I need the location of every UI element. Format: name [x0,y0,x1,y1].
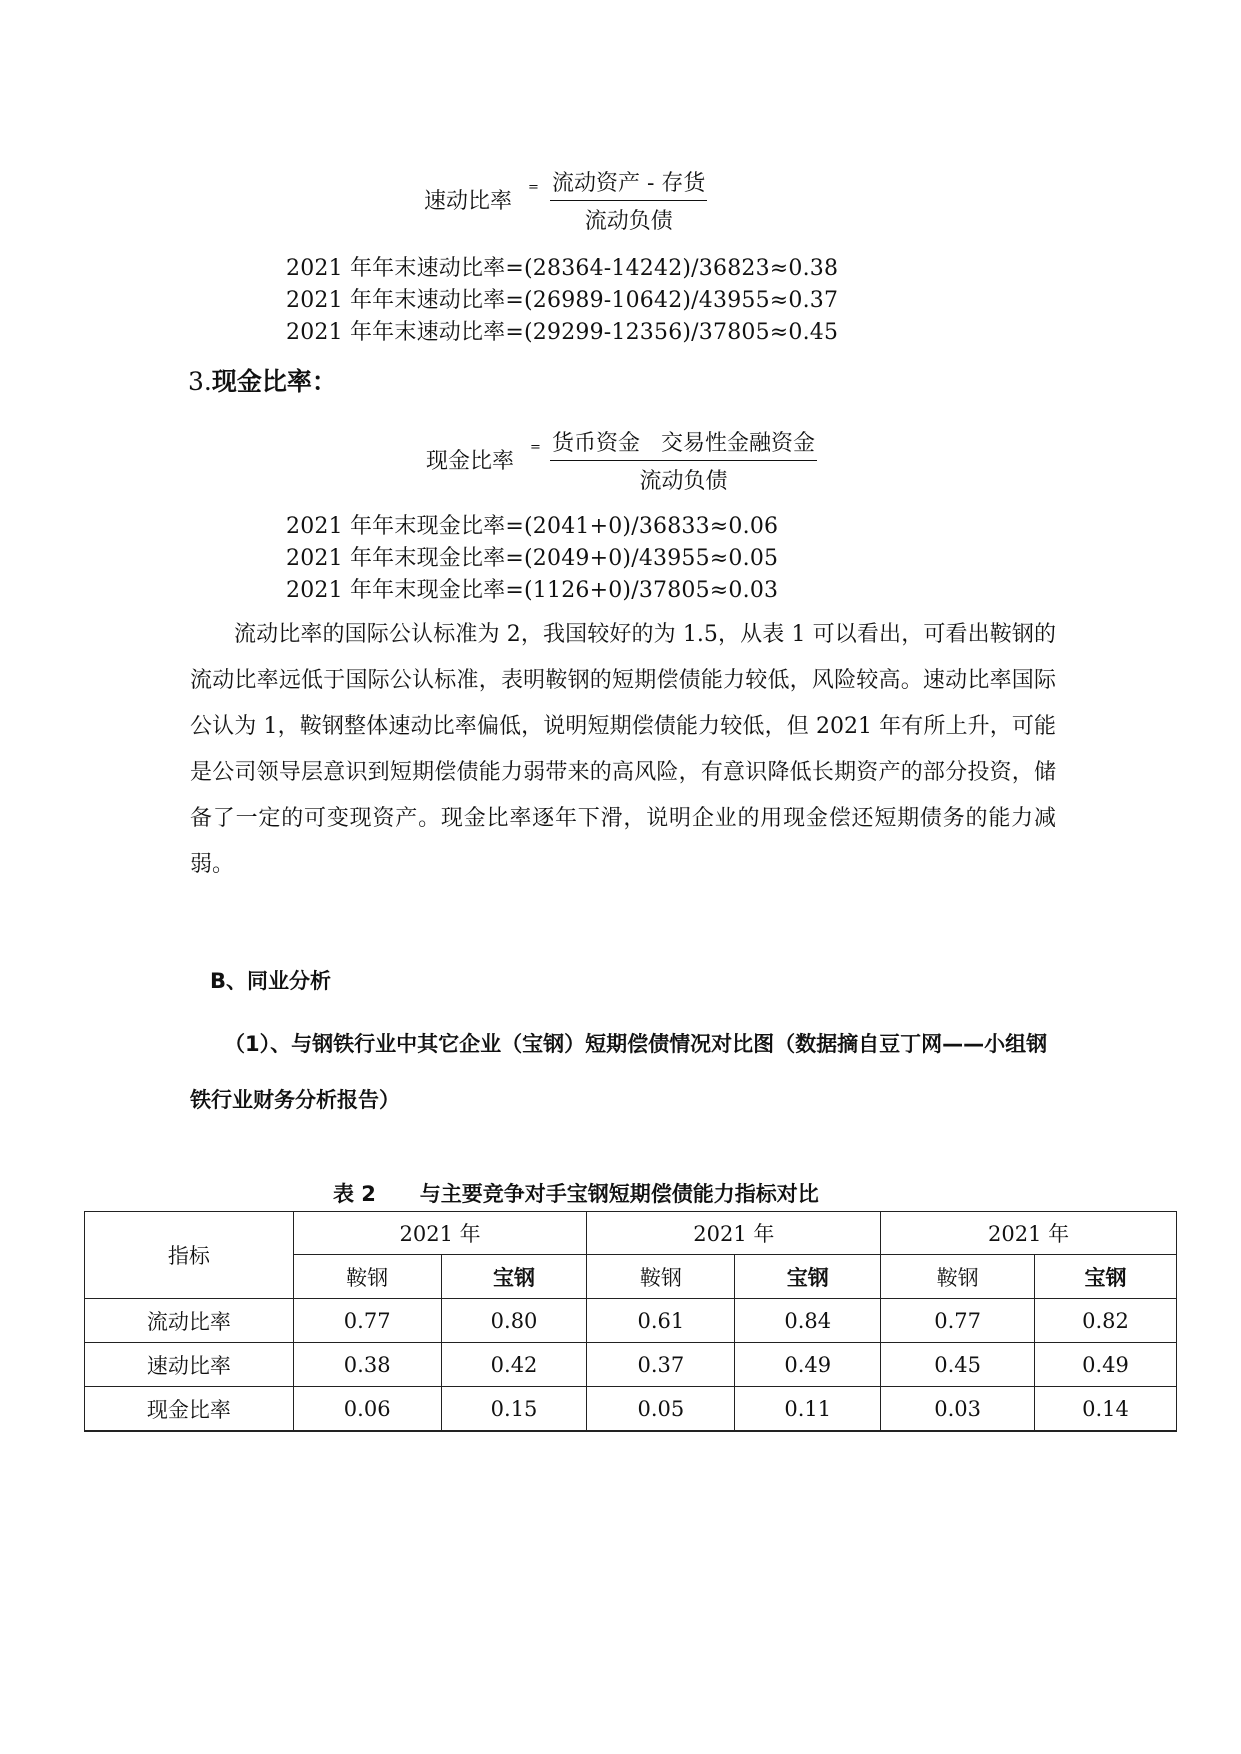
table-cell: 0.05 [587,1387,735,1432]
table-cell: 0.14 [1035,1387,1177,1432]
quick-calc-2: 2021 年年末速动比率=(26989-10642)/43955≈0.37 [286,288,839,313]
quick-calc-1: 2021 年年末速动比率=(28364-14242)/36823≈0.38 [286,256,839,281]
table-cell: 0.82 [1035,1299,1177,1343]
analysis-text: 流动比率的国际公认标准为 2，我国较好的为 1.5，从表 1 可以看出，可看出鞍钢的流动比率远低于国际公认标准，表明鞍钢的短期偿债能力较低，风险较高。速动比率国际公认为 1，鞍钢整体速动比率偏低，说明短期偿债能力较低，但 2021 年有所上升，可能是公司领导层意识到短期偿债能力弱带来的高风险，有意识降低长期资产的部分投资，储备了一定的可变现资产。现金比率逐年下滑，说明企业的用现金偿还短期债务的能力减弱。 [190,622,1056,877]
fraction-denominator: 流动负债 [584,209,673,234]
table-cell: 0.06 [293,1387,441,1432]
year-header: 2021 年 [881,1212,1177,1255]
table-header-row-years [85,1212,1177,1255]
row-label: 现金比率 [85,1387,294,1432]
company-header-angang: 鞍钢 [881,1255,1035,1299]
year-header: 2021 年 [587,1212,881,1255]
table-cell: 0.11 [735,1387,881,1432]
table-row-current-ratio [85,1299,1177,1343]
section-title: 现金比率： [211,367,337,396]
fraction-numerator: 货币资金 交易性金融资金 [550,426,817,461]
table-cell: 0.45 [881,1343,1035,1387]
row-label: 流动比率 [85,1299,294,1343]
subsection-1-heading: （1）、与钢铁行业中其它企业（宝钢）短期偿债情况对比图（数据摘自豆丁网——小组钢铁行业财务分析报告） [190,1032,1048,1112]
year-header: 2021 年 [293,1212,587,1255]
quick-calc-3: 2021 年年末速动比率=(29299-12356)/37805≈0.45 [286,320,839,345]
table-caption: 表 2 与主要竞争对手宝钢短期偿债能力指标对比 [333,1182,819,1206]
comparison-table [84,1211,1177,1432]
table-cell: 0.03 [881,1387,1035,1432]
table-cell: 0.38 [293,1343,441,1387]
table-cell: 0.61 [587,1299,735,1343]
company-header-baogang: 宝钢 [1035,1255,1177,1299]
formula-label: 速动比率 [424,189,513,214]
table-cell: 0.37 [587,1343,735,1387]
company-header-angang: 鞍钢 [587,1255,735,1299]
table-row-cash-ratio [85,1387,1177,1432]
section-3-heading [188,362,337,398]
quick-ratio-fraction [550,166,707,235]
company-header-angang: 鞍钢 [293,1255,441,1299]
company-header-baogang: 宝钢 [735,1255,881,1299]
company-header-baogang: 宝钢 [441,1255,587,1299]
table-cell: 0.49 [1035,1343,1177,1387]
table-cell: 0.77 [881,1299,1035,1343]
section-number: 3. [188,367,212,396]
indicator-header: 指标 [85,1212,294,1299]
table-cell: 0.49 [735,1343,881,1387]
quick-ratio-formula [424,171,744,236]
table-cell: 0.15 [441,1387,587,1432]
fraction-denominator: 流动负债 [639,469,728,494]
table-cell: 0.77 [293,1299,441,1343]
cash-ratio-formula [426,431,866,496]
table-cell: 0.42 [441,1343,587,1387]
table-cell: 0.84 [735,1299,881,1343]
table-row-quick-ratio [85,1343,1177,1387]
fraction-numerator: 流动资产 - 存货 [550,166,707,201]
cash-ratio-fraction [550,426,817,495]
formula-equals-sign: = [528,180,539,195]
formula-label: 现金比率 [426,449,515,474]
cash-calc-3: 2021 年年末现金比率=(1126+0)/37805≈0.03 [286,578,779,603]
analysis-paragraph [190,612,1056,888]
row-label: 速动比率 [85,1343,294,1387]
table-cell: 0.80 [441,1299,587,1343]
cash-calc-1: 2021 年年末现金比率=(2041+0)/36833≈0.06 [286,514,779,539]
section-b-heading: B、同业分析 [210,969,332,993]
cash-calc-2: 2021 年年末现金比率=(2049+0)/43955≈0.05 [286,546,779,571]
formula-equals-sign: = [530,440,541,455]
